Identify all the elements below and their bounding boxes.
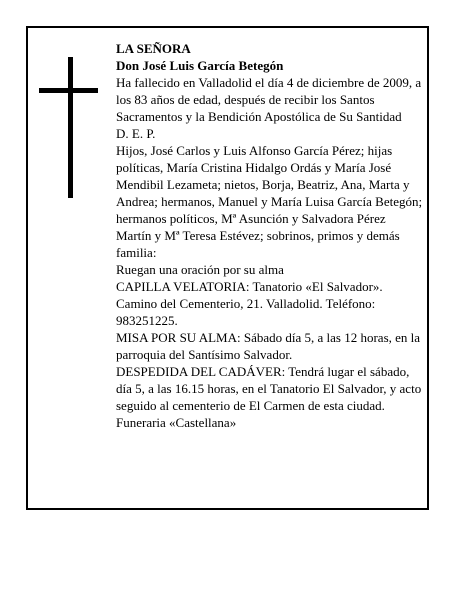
rip-line: D. E. P. — [116, 126, 156, 141]
death-announcement: Ha fallecido en Valladolid el día 4 de diciembre de 2009, a los 83 años de edad, después de recibir los Santos Sacramentos y la Bendición Apostólica de Su Santidad — [116, 75, 422, 124]
cross-horizontal-bar — [39, 88, 98, 93]
deceased-name: Don José Luis García Betegón — [116, 58, 284, 73]
cross-vertical-bar — [68, 57, 73, 198]
notice-heading: LA SEÑORA — [116, 41, 191, 56]
farewell-info: DESPEDIDA DEL CADÁVER: Tendrá lugar el sábado, día 5, a las 16.15 horas, en el Tanatorio El Salvador, y acto seguido al cementerio de El Carmen de esta ciudad. — [116, 364, 422, 413]
notice-text — [116, 40, 424, 431]
family-list: Hijos, José Carlos y Luis Alfonso García Pérez; hijas políticas, María Cristina Hidalgo Ordás y María José Mendibil Lezameta; nietos, Borja, Beatriz, Ana, Marta y Andrea; hermanos, Manuel y María Luisa García Betegón; hermanos políticos, Mª Asunción y Salvadora Pérez Martín y Mª Teresa Estévez; sobrinos, primos y demás familia: — [116, 143, 423, 260]
prayer-request: Ruegan una oración por su alma — [116, 262, 284, 277]
obituary-notice — [26, 26, 429, 510]
mass-info: MISA POR SU ALMA: Sábado día 5, a las 12 horas, en la parroquia del Santísimo Salvador. — [116, 330, 421, 362]
funeral-home: Funeraria «Castellana» — [116, 415, 237, 430]
chapel-info: CAPILLA VELATORIA: Tanatorio «El Salvador». Camino del Cementerio, 21. Valladolid. Teléfono: 983251225. — [116, 279, 383, 328]
